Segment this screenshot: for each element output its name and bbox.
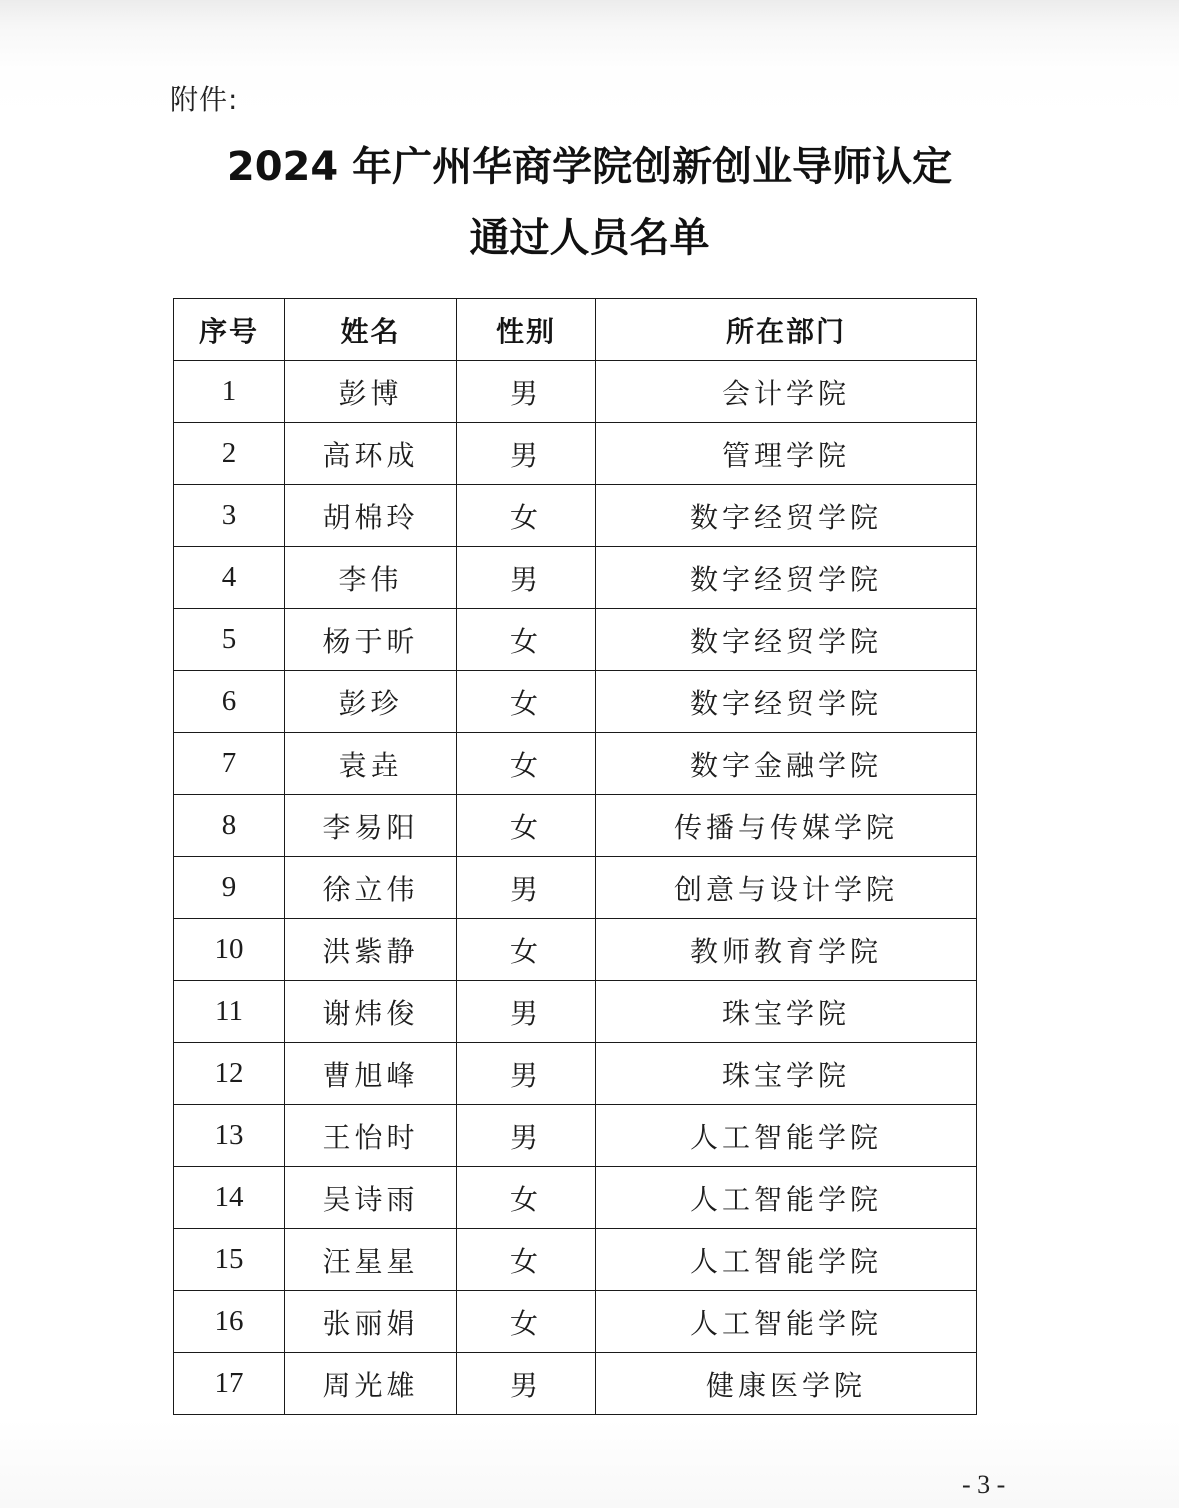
table-row	[174, 609, 977, 671]
cell-gender: 男	[457, 361, 596, 423]
cell-name: 彭博	[285, 361, 457, 423]
cell-department: 教师教育学院	[596, 919, 977, 981]
cell-name: 彭珍	[285, 671, 457, 733]
table-body	[174, 361, 977, 1415]
table-row	[174, 485, 977, 547]
table-row	[174, 547, 977, 609]
cell-gender: 男	[457, 547, 596, 609]
column-header-number: 序号	[174, 299, 285, 361]
table-row	[174, 981, 977, 1043]
cell-gender: 男	[457, 1105, 596, 1167]
cell-department: 人工智能学院	[596, 1291, 977, 1353]
cell-name: 张丽娟	[285, 1291, 457, 1353]
cell-number: 12	[174, 1043, 285, 1105]
table-row	[174, 1167, 977, 1229]
cell-number: 10	[174, 919, 285, 981]
cell-department: 珠宝学院	[596, 981, 977, 1043]
cell-gender: 男	[457, 857, 596, 919]
cell-department: 数字经贸学院	[596, 485, 977, 547]
cell-department: 数字经贸学院	[596, 609, 977, 671]
table-row	[174, 671, 977, 733]
cell-gender: 女	[457, 609, 596, 671]
page-number: - 3 -	[962, 1470, 1006, 1499]
column-header-department: 所在部门	[596, 299, 977, 361]
cell-gender: 女	[457, 795, 596, 857]
cell-gender: 女	[457, 1167, 596, 1229]
table-row	[174, 423, 977, 485]
cell-name: 李伟	[285, 547, 457, 609]
cell-name: 胡棉玲	[285, 485, 457, 547]
cell-number: 15	[174, 1229, 285, 1291]
cell-number: 16	[174, 1291, 285, 1353]
cell-department: 人工智能学院	[596, 1105, 977, 1167]
cell-number: 7	[174, 733, 285, 795]
roster-table	[173, 298, 977, 1415]
cell-name: 周光雄	[285, 1353, 457, 1415]
cell-department: 人工智能学院	[596, 1229, 977, 1291]
cell-gender: 女	[457, 1229, 596, 1291]
cell-number: 3	[174, 485, 285, 547]
table-row	[174, 919, 977, 981]
cell-name: 曹旭峰	[285, 1043, 457, 1105]
table-row	[174, 1043, 977, 1105]
cell-name: 李易阳	[285, 795, 457, 857]
cell-number: 8	[174, 795, 285, 857]
cell-number: 1	[174, 361, 285, 423]
column-header-name: 姓名	[285, 299, 457, 361]
cell-name: 吴诗雨	[285, 1167, 457, 1229]
cell-gender: 女	[457, 733, 596, 795]
cell-name: 袁垚	[285, 733, 457, 795]
cell-number: 11	[174, 981, 285, 1043]
cell-name: 王怡时	[285, 1105, 457, 1167]
cell-department: 人工智能学院	[596, 1167, 977, 1229]
cell-gender: 女	[457, 919, 596, 981]
cell-department: 会计学院	[596, 361, 977, 423]
table-row	[174, 361, 977, 423]
attachment-label: 附件:	[170, 83, 239, 116]
cell-number: 4	[174, 547, 285, 609]
table-row	[174, 857, 977, 919]
cell-name: 谢炜俊	[285, 981, 457, 1043]
cell-name: 徐立伟	[285, 857, 457, 919]
cell-gender: 女	[457, 671, 596, 733]
table-row	[174, 733, 977, 795]
cell-gender: 男	[457, 1043, 596, 1105]
cell-gender: 男	[457, 1353, 596, 1415]
cell-number: 5	[174, 609, 285, 671]
cell-number: 17	[174, 1353, 285, 1415]
table-header-row	[174, 299, 977, 361]
cell-department: 管理学院	[596, 423, 977, 485]
cell-department: 珠宝学院	[596, 1043, 977, 1105]
cell-gender: 女	[457, 1291, 596, 1353]
cell-department: 健康医学院	[596, 1353, 977, 1415]
document-subtitle: 通过人员名单	[469, 215, 710, 261]
cell-department: 数字金融学院	[596, 733, 977, 795]
table-row	[174, 1291, 977, 1353]
table-row	[174, 1353, 977, 1415]
table-row	[174, 1229, 977, 1291]
cell-department: 数字经贸学院	[596, 547, 977, 609]
cell-number: 2	[174, 423, 285, 485]
cell-department: 数字经贸学院	[596, 671, 977, 733]
cell-name: 杨于昕	[285, 609, 457, 671]
cell-department: 传播与传媒学院	[596, 795, 977, 857]
cell-number: 14	[174, 1167, 285, 1229]
cell-name: 洪紫静	[285, 919, 457, 981]
cell-number: 13	[174, 1105, 285, 1167]
cell-number: 9	[174, 857, 285, 919]
cell-department: 创意与设计学院	[596, 857, 977, 919]
cell-gender: 女	[457, 485, 596, 547]
table-row	[174, 1105, 977, 1167]
cell-gender: 男	[457, 981, 596, 1043]
document-title: 2024 年广州华商学院创新创业导师认定	[226, 144, 953, 190]
cell-name: 汪星星	[285, 1229, 457, 1291]
table-row	[174, 795, 977, 857]
cell-number: 6	[174, 671, 285, 733]
cell-name: 高环成	[285, 423, 457, 485]
column-header-gender: 性别	[457, 299, 596, 361]
cell-gender: 男	[457, 423, 596, 485]
